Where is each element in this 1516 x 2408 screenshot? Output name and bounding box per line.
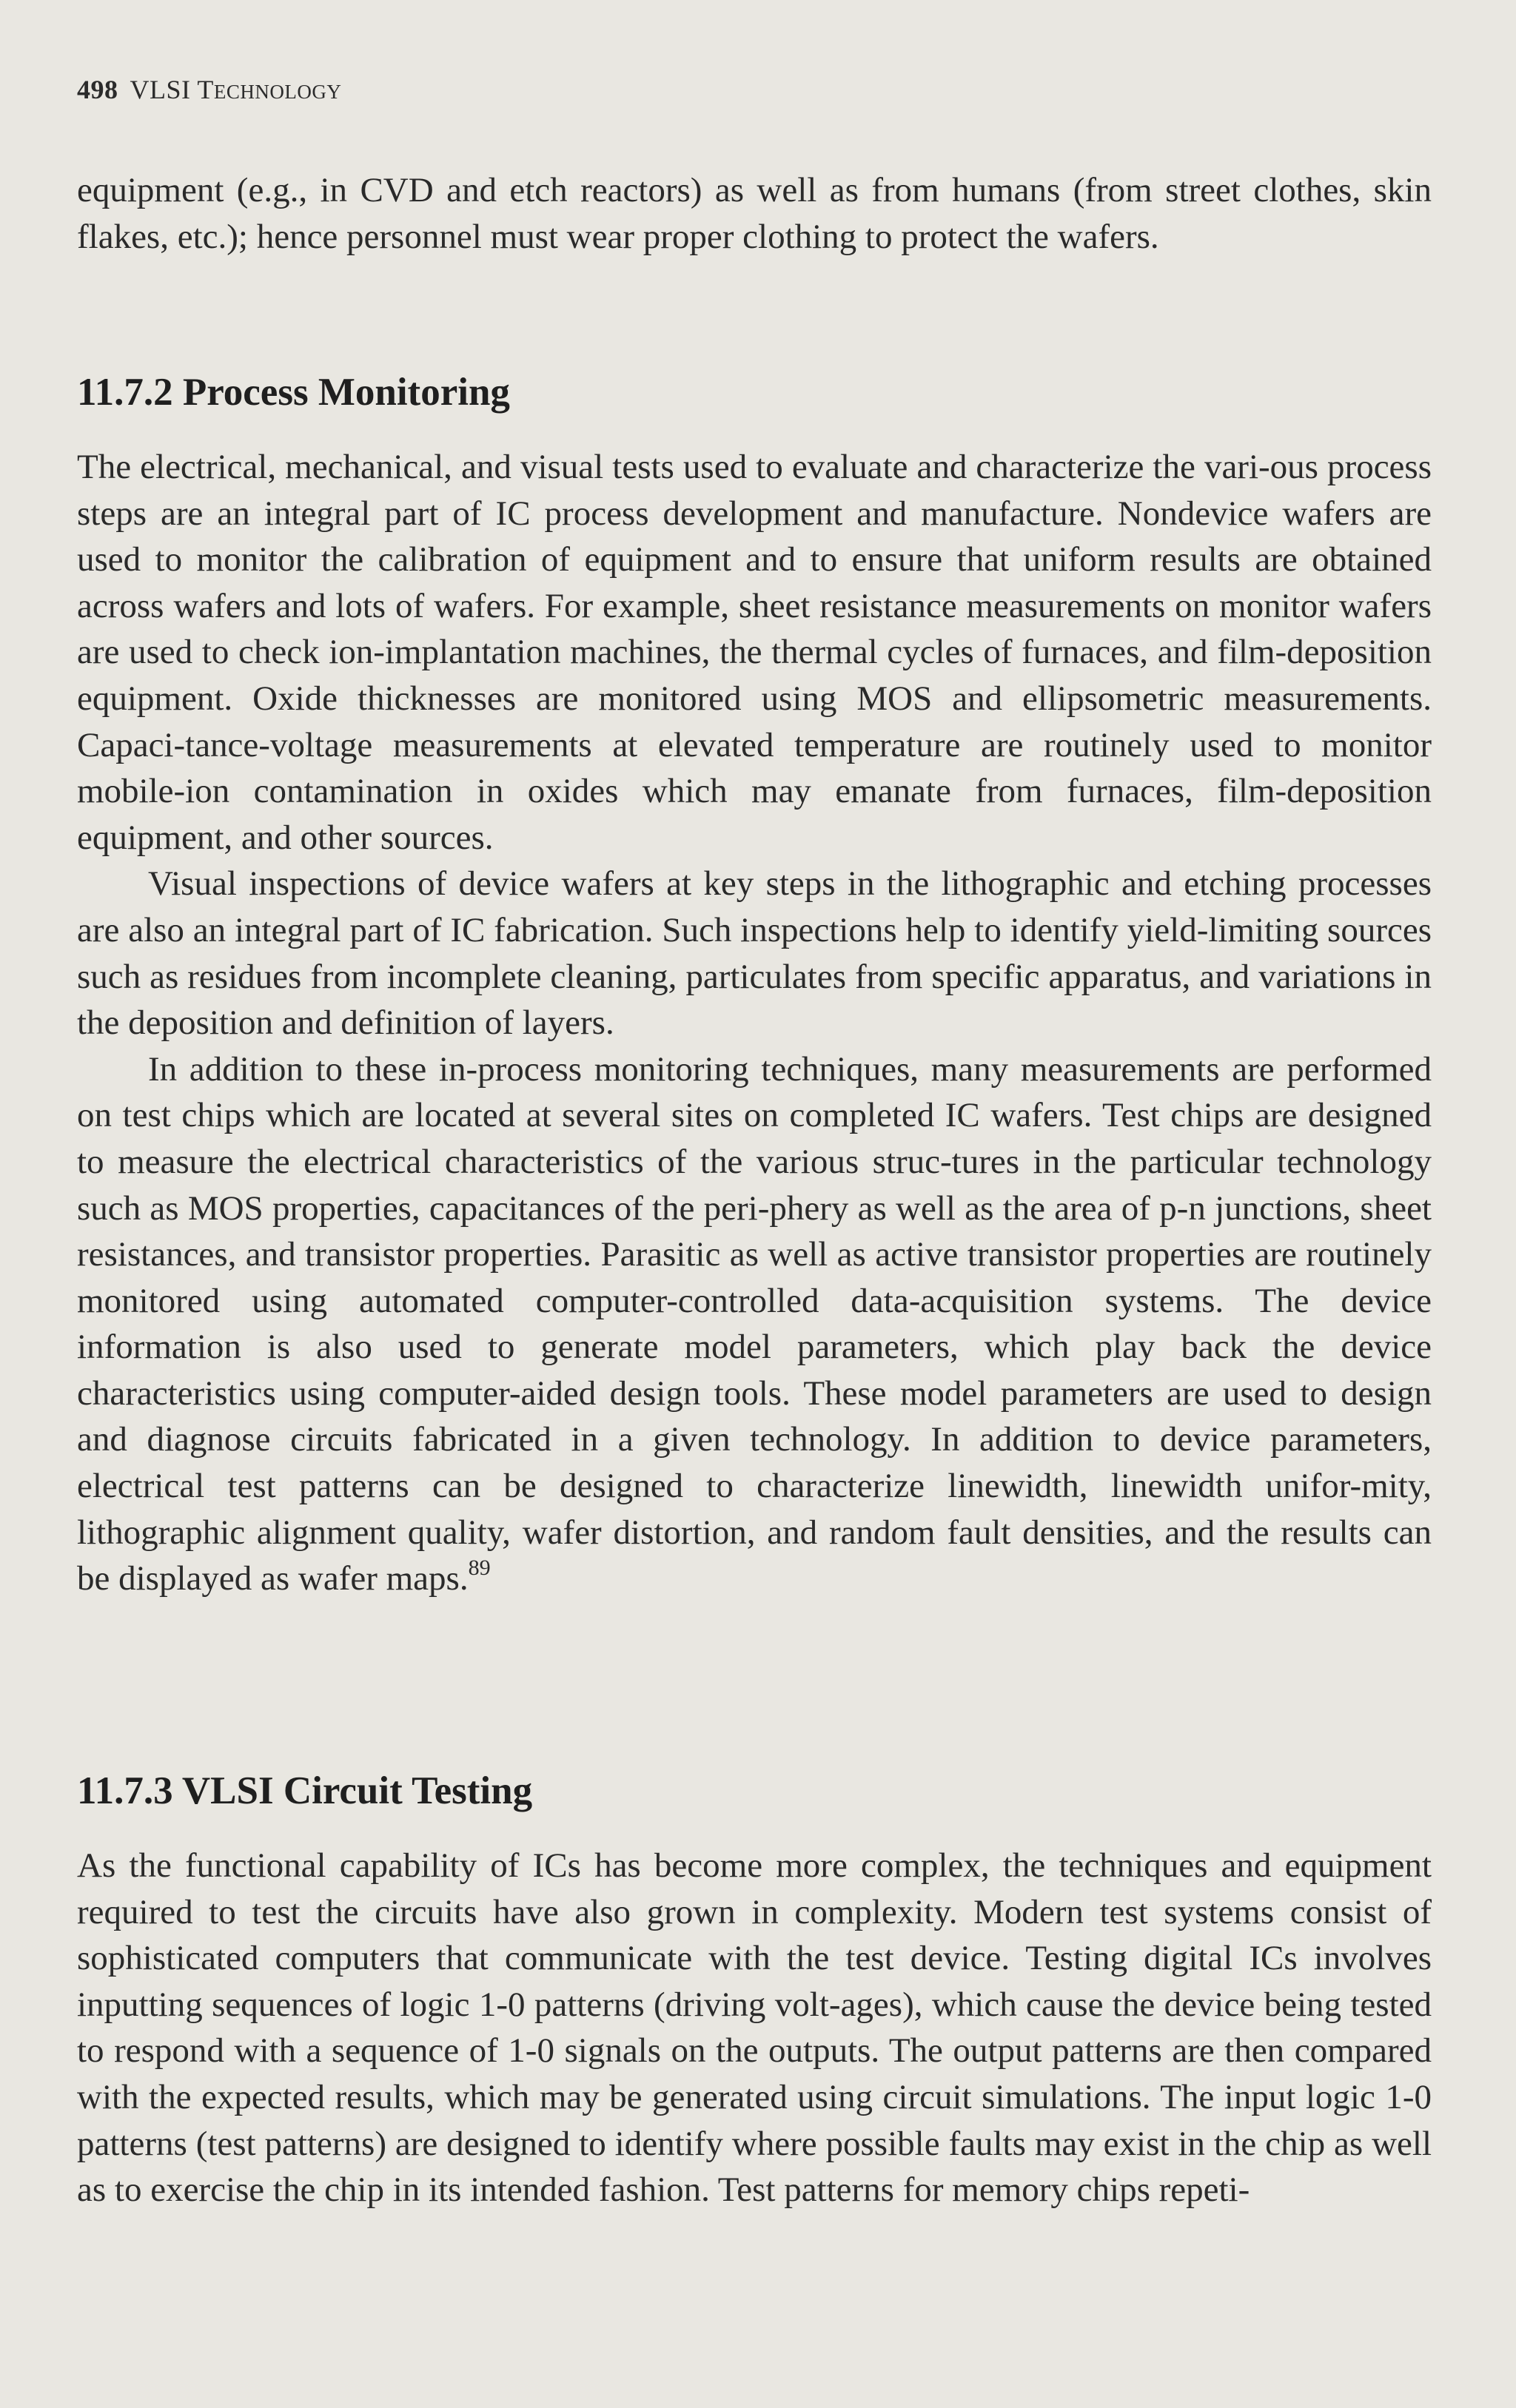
continued-paragraph-block <box>77 167 1432 260</box>
process-monitoring-paragraph-2: Visual inspections of device wafers at key steps in the lithographic and etching processes are also an integral part of IC fabrication. Such inspections help to identify yield-limiting sources such as residues from incomplete cleaning, particulates from specific apparatus, and variations in the deposition and definition of layers. <box>77 864 1432 1043</box>
continued-paragraph: equipment (e.g., in CVD and etch reactors) as well as from humans (from street clothes, skin flakes, etc.); hence personnel must wear proper clothing to protect the wafers. <box>77 171 1432 256</box>
book-title-prefix: VLSI T <box>130 75 214 104</box>
page-number: 498 <box>77 75 118 104</box>
process-monitoring-paragraph-3 <box>77 1046 1432 1602</box>
book-title-smallcaps: ECHNOLOGY <box>213 81 342 103</box>
running-header <box>77 74 341 105</box>
section-heading-vlsi-circuit-testing: 11.7.3 VLSI Circuit Testing <box>77 1769 533 1812</box>
process-monitoring-paragraph-1: The electrical, mechanical, and visual tests used to evaluate and characterize the vari-ous process steps are an integral part of IC process development and manufacture. Nondevice wafers are used to monitor the calibration of equipment and to ensure that uniform results are obtained across wafers and lots of wafers. For example, sheet resistance measurements on monitor wafers are used to check ion-implantation machines, the thermal cycles of furnaces, and film-deposition equipment. Oxide thicknesses are monitored using MOS and ellipsometric measurements. Capaci-tance-voltage measurements at elevated temperature are routinely used to monitor mobile-ion contamination in oxides which may emanate from furnaces, film-deposition equipment, and other sources. <box>77 448 1432 857</box>
vlsi-circuit-testing-paragraph: As the functional capability of ICs has become more complex, the techniques and equipment required to test the circuits have also grown in complexity. Modern test systems consist of sophisticated computers that communicate with the test device. Testing digital ICs involves inputting sequences of logic 1-0 patterns (driving volt-ages), which cause the device being tested to respond with a sequence of 1-0 signals on the outputs. The output patterns are then compared with the expected results, which may be generated using circuit simulations. The input logic 1-0 patterns (test patterns) are designed to identify where possible faults may exist in the chip as well as to exercise the chip in its intended fashion. Test patterns for memory chips repeti- <box>77 1846 1432 2210</box>
section-heading-process-monitoring: 11.7.2 Process Monitoring <box>77 371 510 414</box>
process-monitoring-paragraph-3-text: In addition to these in-process monitoring techniques, many measurements are performed on test chips which are located at several sites on completed IC wafers. Test chips are designed to measure the electrical characteristics of the various struc-tures in the particular technology such as MOS properties, capacitances of the peri-phery as well as the area of p-n junctions, sheet resistances, and transistor properties. Parasitic as well as active transistor properties are routinely monitored using automated computer-controlled data-acquisition systems. The device information is also used to generate model parameters, which play back the device characteristics using computer-aided design tools. These model parameters are used to design and diagnose circuits fabricated in a given technology. In addition to device parameters, electrical test patterns can be designed to characterize linewidth, linewidth unifor-mity, lithographic alignment quality, wafer distortion, and random fault densities, and the results can be displayed as wafer maps. <box>77 1049 1432 1598</box>
vlsi-circuit-testing-body <box>77 1843 1432 2213</box>
process-monitoring-body <box>77 444 1432 1602</box>
footnote-reference: 89 <box>468 1556 491 1581</box>
